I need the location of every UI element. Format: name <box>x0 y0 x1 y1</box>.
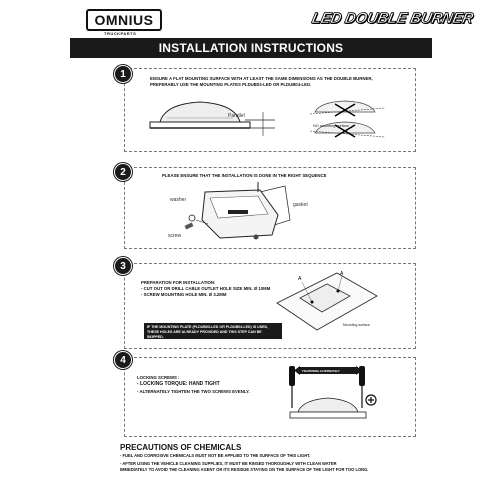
step-1-number: 1 <box>114 65 132 83</box>
step-3-line-3: - SCREW MOUNTING HOLE MIN. Ø 3.2MM <box>141 292 227 297</box>
step-4-line-1: LOCKING SCREWS : <box>137 375 180 380</box>
logo-subtitle: TRUCKPARTS <box>104 31 137 36</box>
tightening-label: TIGHTENING ALTERNATELY <box>302 369 340 373</box>
step-4-line-2: - LOCKING TORQUE: HAND TIGHT <box>137 381 220 387</box>
note-line-1: IF THE MOUNTING PLATE (PLDUB03-LED OR PLDUB04-LED) IS USED, <box>147 325 269 329</box>
step-1-illustration <box>145 92 410 147</box>
step-3-line-1: PREPARATION FOR INSTALLATION: <box>141 280 216 285</box>
page-title: INSTALLATION INSTRUCTIONS <box>158 41 344 55</box>
product-brand-title: LED DOUBLE BURNER <box>310 10 475 27</box>
precautions-title: PRECAUTIONS OF CHEMICALS <box>120 443 242 452</box>
step-1-line-1: ENSURE A FLAT MOUNTING SURFACE WITH AT LEAST THE SAME DIMENSIONS AS THE DOUBLE BURNER, <box>150 76 373 81</box>
no-mounting-surface-label: NO mounting surface <box>313 124 349 128</box>
step-3-number: 3 <box>114 257 132 275</box>
step-4-line-3: - ALTERNATELY TIGHTEN THE TWO SCREWS EVENLY. <box>137 389 250 394</box>
svg-text:A: A <box>340 271 344 277</box>
step-2-number: 2 <box>114 163 132 181</box>
step-2-exploded-view <box>160 180 340 245</box>
gasket-label: gasket <box>293 202 308 208</box>
step-2-line-1: PLEASE ENSURE THAT THE INSTALLATION IS DONE IN THE RIGHT SEQUENCE <box>162 173 327 178</box>
washer-label: washer <box>170 197 187 203</box>
svg-text:A: A <box>298 276 302 282</box>
step-3-line-2: - CUT OUT OR DRILL CABLE OUTLET HOLE SIZE MIN. Ø 10MM <box>141 286 271 291</box>
parallel-label: Parallel <box>228 113 245 119</box>
precaution-line-3: IMMEDIATELY TO AVOID THE CLEANING AGENT OR ITS RESIDUE STAYING ON THE SURFACE OF THE LIGHT FOR TOO LONG. <box>120 467 369 472</box>
step-4-number: 4 <box>114 351 132 369</box>
title-bar <box>70 38 432 58</box>
mounting-plate-note <box>144 323 282 339</box>
note-line-2: THESE HOLES ARE ALREADY PROVIDED AND THIS STEP CAN BE SKIPPED. <box>147 330 262 339</box>
precaution-line-2: - AFTER USING THE VEHICLE CLEANING SUPPLIES, IT MUST BE RINSED THOROUGHLY WITH CLEAN WATER <box>120 461 337 466</box>
omnius-logo <box>86 9 162 31</box>
logo-text: OMNIUS <box>94 12 154 28</box>
precaution-line-1: - FUEL AND CORROSIVE CHEMICALS MUST NOT BE APPLIED TO THE SURFACE OF THIS LIGHT. <box>120 453 311 458</box>
step-1-line-2: PREFERABLY USE THE MOUNTING PLATES PLDUB03-LED OR PLDUB04-LED. <box>150 82 312 87</box>
screw-label: screw <box>168 233 182 239</box>
mounting-surface-label: Mounting surface <box>343 323 370 327</box>
